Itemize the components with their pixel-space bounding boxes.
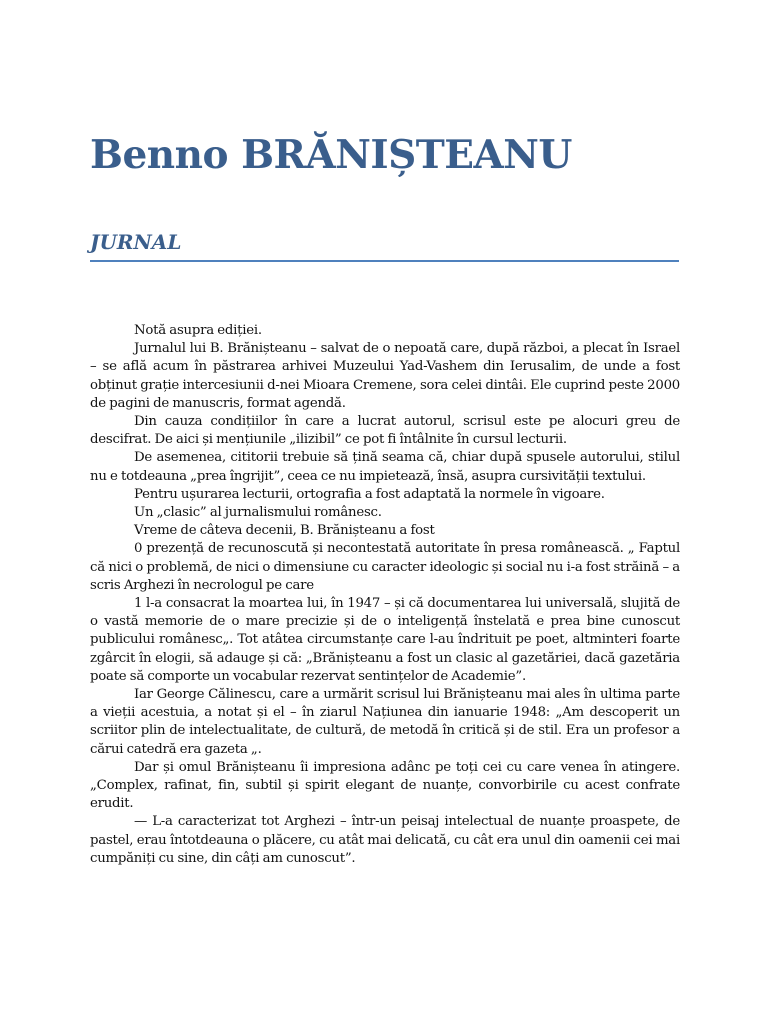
paragraph-journal-origin: Jurnalul lui B. Brănișteanu – salvat de o nepoată care, după război, a plecat în Israel – se află acum în păstrarea arhivei Muzeului Yad-Vashem din Ierusalim, de unde a fost obținut grație intercesiunii d-nei Mioara Cremene, sora celei dintâi. Ele cuprind peste 2000 de pagini de manuscris, format agendă. [90,341,680,411]
paragraph-edition-note: Notă asupra ediției. [134,323,262,338]
paragraph-arghezi-portrait: — L-a caracterizat tot Arghezi – într-un peisaj intelectual de nuanțe proaspete, de pastel, erau întotdeauna o plăcere, cu atât mai delicată, cu cât era unul din oamenii cei mai cumpăniți cu sine, din câți am cunoscut”. [90,814,680,866]
paragraph-orthography: Pentru ușurarea lecturii, ortografia a fost adaptată la normele în vigoare. [134,486,605,502]
paragraph-decades: Vreme de câteva decenii, B. Brănișteanu a fost [134,523,435,539]
document-title: JURNAL [90,230,182,254]
paragraph-presence: 0 prezență de recunoscută și necontestată autoritate în presa românească. „ Faptul că nici o problemă, de nici o dimensiune cu caracter ideologic și social nu i-a fost străină – a scris Arghezi în necrologul pe care [90,541,680,593]
author-heading: Benno BRĂNIȘTEANU [90,132,572,178]
paragraph-classic: Un „clasic” al jurnalismului românesc. [134,505,382,521]
document-body [90,322,680,868]
title-underline [90,260,679,262]
paragraph-style: De asemenea, cititorii trebuie să țină seama că, chiar după spusele autorului, stilul nu e totdeauna „prea îngrijit”, ceea ce nu impietează, însă, asupra cursivității textului. [90,450,680,484]
paragraph-arghezi-obituary: 1 l-a consacrat la moartea lui, în 1947 – și că documentarea lui universală, slujită de o vastă memorie de o mare precizie și de o inteligență înstelată e prea bine cunoscut publicului românesc„. Tot atâtea circumstanțe care l-au îndrituit pe poet, altminteri foarte zgârcit în elogii, să adauge și că: „Brănișteanu a fost un clasic al gazetăriei, dacă gazetăria poate să comporte un vocabular rezervat sentințelor de Academie”. [90,596,680,684]
paragraph-calinescu: Iar George Călinescu, care a urmărit scrisul lui Brănișteanu mai ales în ultima parte a vieții acestuia, a notat și el – în ziarul Națiunea din ianuarie 1948: „Am descoperit un scriitor plin de intelectualitate, de cultură, de metodă în critică și de stil. Era un profesor a cărui catedră era gazeta „. [90,687,680,757]
paragraph-the-man: Dar și omul Brănișteanu îi impresiona adânc pe toți cei cu care venea în atingere. „Complex, rafinat, fin, subtil și spirit elegant de nuanțe, convorbirile cu acest confrate erudit. [90,759,680,812]
paragraph-handwriting: Din cauza condițiilor în care a lucrat autorul, scrisul este pe alocuri greu de descifrat. De aici și mențiunile „ilizibil” ce pot fi întâlnite în cursul lecturii. [90,414,680,448]
